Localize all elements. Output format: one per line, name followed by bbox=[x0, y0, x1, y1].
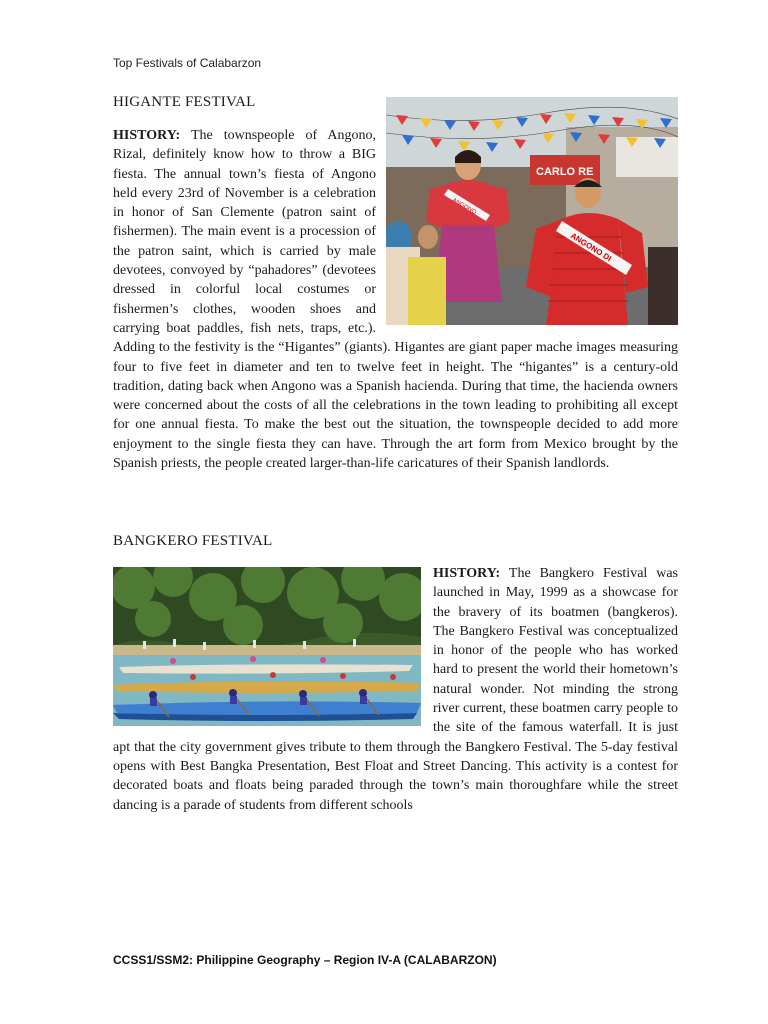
sash-text-right: ANGONO DI bbox=[568, 231, 613, 264]
sash-text-left: ANGONO bbox=[451, 197, 478, 217]
higante-festival-photo bbox=[386, 97, 678, 325]
history-text-higante: The townspeople of Angono, Rizal, definitely know how to throw a BIG fiesta. The annual town’s fiesta of Angono held every 23rd of November is a celebration in honor of San Clemente (patron saint of fishermen). The main event is a procession of the patron saint, which is carried by male devotees, convoyed by “pahadores” (devotees dressed in colorful local costumes or fishermen’s clothes, wooden shoes and carrying boat paddles, fish nets, traps, etc.). Adding to the festivity is the “Higantes” (giants). Higantes are giant paper mache images measuring four to five feet in diameter and ten to twelve feet in height. The “higantes” is a century-old tradition, dating back when Angono was a Spanish hacienda. During that time, the hacienda owners were concerned about the costs of all the celebrations in the town leading to prohibiting all except for one annual fiesta. To make the best out the situation, the townspeople decided to add more enjoyment to the single fiesta they can have. Through the art form from Mexico brought by the Spanish priests, the people created larger-than-life caricatures of their Spanish landlords. bbox=[113, 128, 678, 472]
section-title-higante: HIGANTE FESTIVAL bbox=[113, 94, 256, 110]
store-sign-text: CARLO RE bbox=[536, 166, 594, 178]
history-label-bangkero: HISTORY: bbox=[433, 566, 501, 581]
page-footer: CCSS1/SSM2: Philippine Geography – Region IV-A (CALABARZON) bbox=[113, 953, 497, 967]
history-text-bangkero: The Bangkero Festival was launched in May, 1999 as a showcase for the bravery of its boatmen (bangkeros). The Bangkero Festival was conceptualized in honor of the people who has worked hard to present the world their hometown’s natural wonder. Not minding the strong river current, these boatmen carry people to the site of the famous waterfall. It is just apt that the city government gives tribute to them through the Bangkero Festival. The 5-day festival opens with Best Bangka Presentation, Best Float and Street Dancing. This activity is a contest for decorated boats and floats being paraded through the town’s main thoroughfare while the street dancing is a parade of students from different schools bbox=[113, 566, 678, 813]
section-body-higante bbox=[113, 126, 678, 473]
page-header: Top Festivals of Calabarzon bbox=[113, 56, 262, 70]
section-body-bangkero bbox=[113, 564, 678, 815]
bangkero-festival-photo bbox=[113, 567, 421, 726]
section-title-bangkero: BANGKERO FESTIVAL bbox=[113, 533, 273, 549]
history-label-higante: HISTORY: bbox=[113, 128, 181, 143]
